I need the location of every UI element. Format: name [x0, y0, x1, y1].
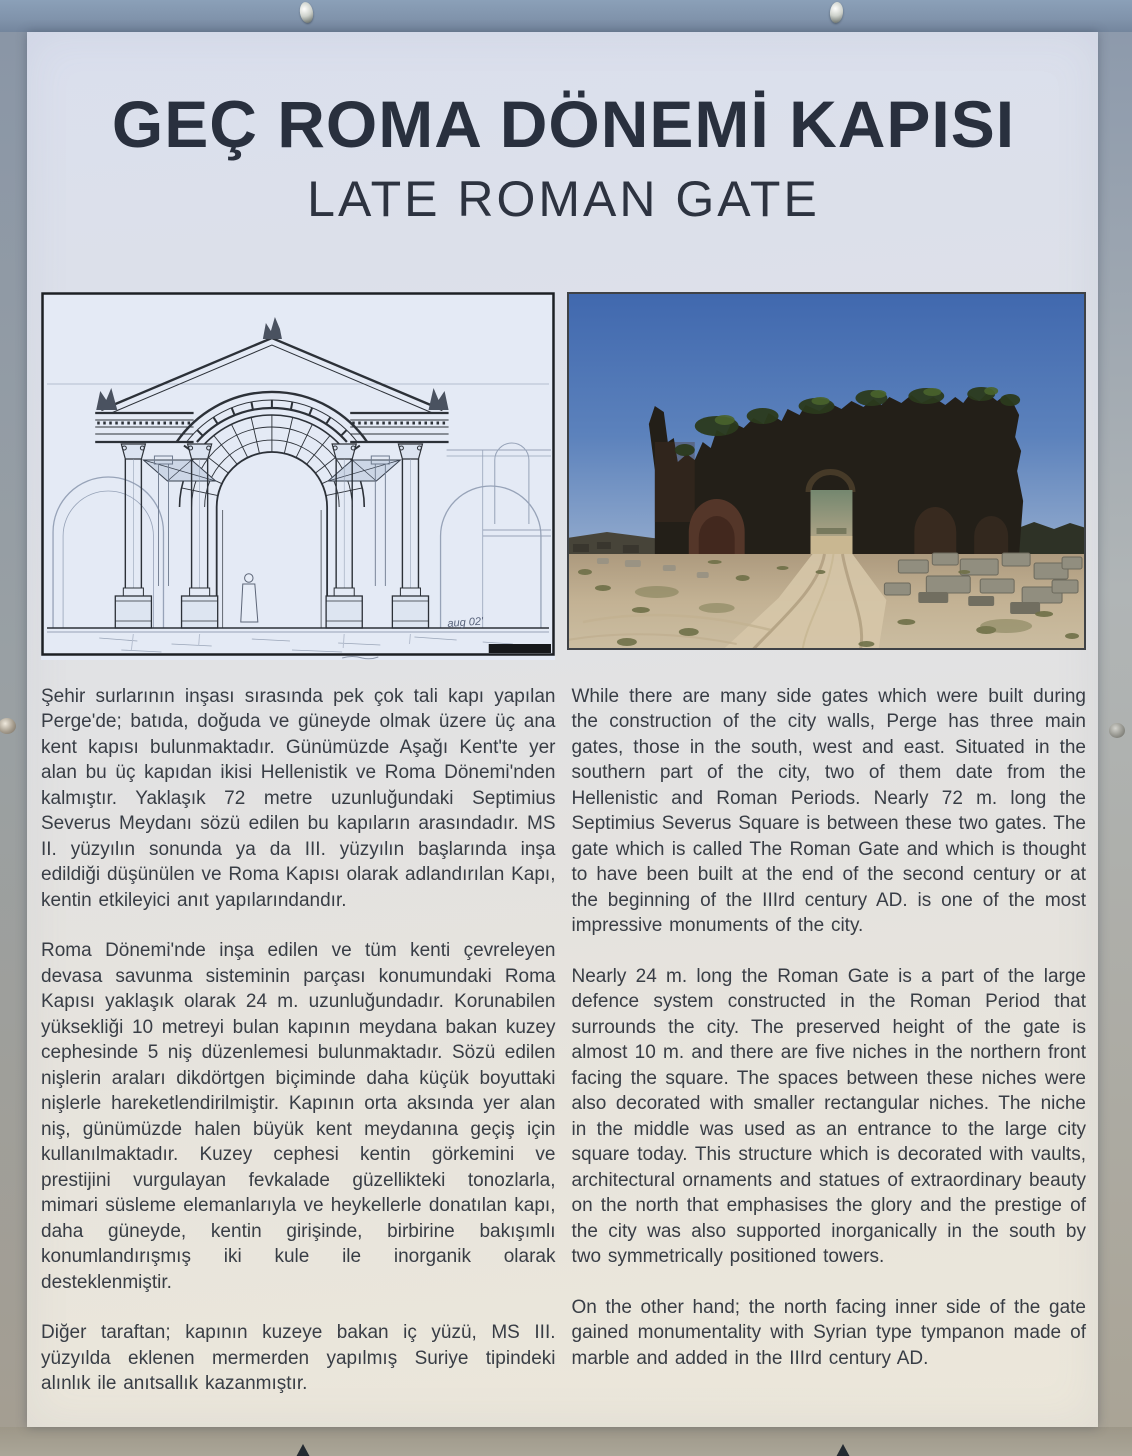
reconstruction-drawing-figure: [41, 292, 555, 660]
turkish-text-column: [41, 684, 556, 1397]
ruins-photo-figure: [567, 292, 1086, 650]
drawing-signature: aug 02': [446, 615, 484, 630]
metal-frame-top: [0, 0, 1132, 32]
gate-ruins-photo-image: [567, 292, 1086, 650]
text-columns: [41, 684, 1086, 1397]
turkish-paragraph-3: Diğer taraftan; kapının kuzeye bakan iç yüzü, MS III. yüzyılda eklenen mermerden yapılmış Suriye tipindeki alınlık ile anıtsallık kazanmıştır.: [41, 1322, 556, 1395]
screw-icon: [296, 1444, 310, 1456]
panel-subtitle-english: LATE ROMAN GATE: [307, 171, 820, 228]
panel-title-turkish: GEÇ ROMA DÖNEMİ KAPISI: [111, 87, 1016, 161]
screw-icon: [836, 1444, 850, 1456]
english-text-column: [572, 684, 1087, 1397]
gate-drawing-image: [41, 292, 555, 660]
turkish-paragraph-2: Roma Dönemi'nde inşa edilen ve tüm kenti çevreleyen devasa savunma sisteminin parçası konumundaki Roma Kapısı yaklaşık olarak 24 m. uzunluğundadır. Korunabilen yüksekliği 10 metreyi bulan kapının meydana bakan kuzey cephesinde 5 niş düzenlemesi bulunmaktadır. Sözü edilen nişlerin araları dikdörtgen biçiminde daha küçük boyuttaki nişlerle hareketlendirilmiştir. Kapının orta aksında yer alan niş, günümüzde halen büyük kent meydanına geçiş için kullanılmaktadır. Kuzey cephesi kentin görkemini ve prestijini vurgulayan fevkalade güzellikteki tonozlarla, mimari süsleme elemanlarıyla ve heykellerle donatılan kapı, daha güneyde, kentin girişinde, birbirine bakışımlı konumlandırışmış iki kule ile inorganik olarak desteklenmiştir.: [41, 940, 556, 1293]
english-paragraph-3: On the other hand; the north facing inner side of the gate gained monumentality with Syrian type tympanon made of marble and added in the IIIrd century AD.: [571, 1296, 1086, 1369]
english-paragraph-2: Nearly 24 m. long the Roman Gate is a part of the large defence system constructed in the Roman Period that surrounds the city. The preserved height of the gate is almost 10 m. and there are five niches in the northern front facing the square. The spaces between these niches were also decorated with smaller rectangular niches. The niche in the middle was used as an entrance to the large city square today. This structure which is decorated with vaults, architectural ornaments and statues of extraordinary beauty on the north that emphasises the glory and the prestige of the city was also supported inorganically in the south by two symmetrically positioned towers.: [571, 965, 1086, 1268]
screw-icon: [1109, 723, 1125, 738]
metal-frame-bottom: [0, 1427, 1132, 1456]
english-paragraph-1: While there are many side gates which were built during the construction of the city walls, Perge has three main gates, those in the south, west and east. Situated in the southern part of the city, two of them date from the Hellenistic and Roman Periods. Nearly 72 m. long the Septimius Severus Square is between these two gates. The gate which is called The Roman Gate and which is thought to have been built at the end of the second century or at the beginning of the IIIrd century AD. is one of the most impressive monuments of the city.: [571, 685, 1086, 937]
info-panel-paper: [27, 32, 1098, 1427]
figures-row: [41, 292, 1086, 660]
turkish-paragraph-1: Şehir surlarının inşası sırasında pek çok tali kapı yapılan Perge'de; batıda, doğuda ve güneyde olmak üzere üç ana kent kapısı bulunmaktadır. Günümüzde Aşağı Kent'te yer alan bu üç kapıdan ikisi Hellenistik ve Roma Dönemi'nden kalmıştır. Yaklaşık 72 metre uzunluğundaki Septimius Severus Meydanı sözü edilen bu kapıların arasındadır. MS II. yüzyılın sonunda ya da III. yüzyılın başlarında inşa edildiği düşünülen ve Roma Kapısı olarak adlandırılan Kapı, kentin etkileyici anıt yapılarındandır.: [41, 685, 556, 911]
